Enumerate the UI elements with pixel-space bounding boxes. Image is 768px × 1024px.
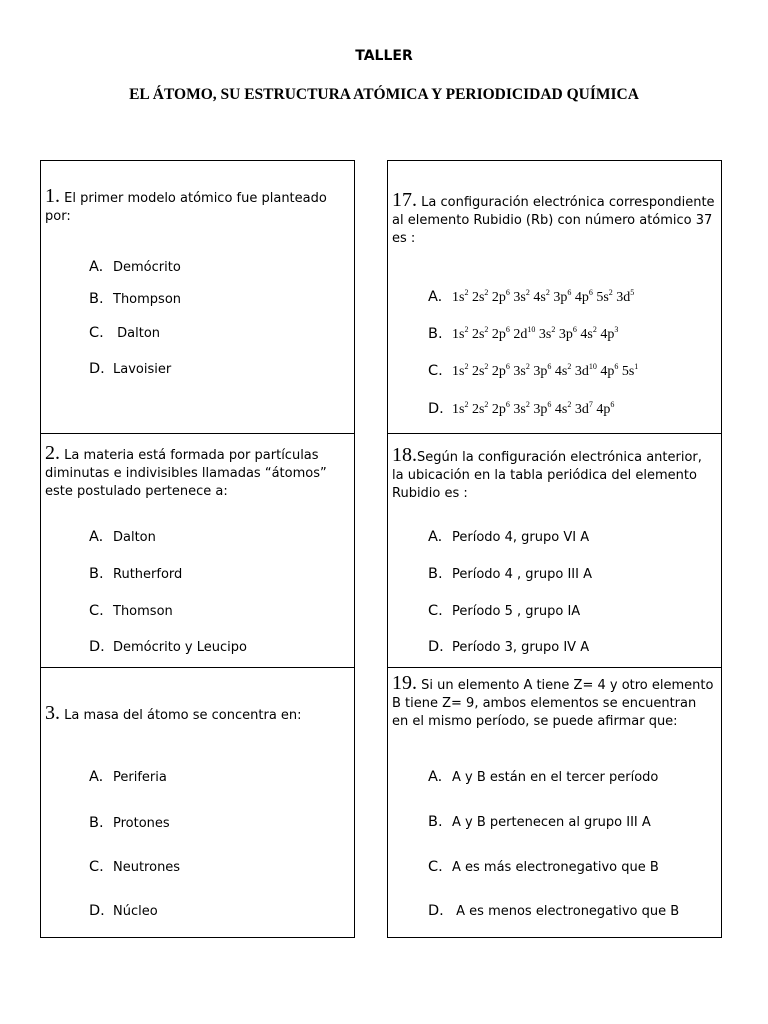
- option-letter: B.: [428, 814, 443, 830]
- orbital-term: [452, 364, 468, 379]
- electron-count: 2: [545, 288, 550, 297]
- orbital-label: 3p: [533, 364, 548, 379]
- orbital-label: 4s: [554, 364, 568, 379]
- option-c[interactable]: [428, 363, 638, 380]
- orbital-label: 3s: [513, 402, 526, 417]
- orbital-label: 3p: [553, 290, 568, 305]
- orbital-term: [472, 364, 488, 379]
- option-c[interactable]: [89, 859, 180, 875]
- orbital-term: [533, 364, 551, 379]
- question-number: 2.: [45, 442, 60, 464]
- orbital-term: [600, 327, 618, 342]
- orbital-label: 1s: [452, 402, 465, 417]
- orbital-label: 2s: [471, 327, 485, 342]
- orbital-label: 4s: [554, 402, 568, 417]
- option-text: Período 5 , grupo IA: [452, 604, 581, 619]
- orbital-label: 2s: [471, 364, 485, 379]
- orbital-label: 2s: [471, 290, 485, 305]
- orbital-term: [513, 402, 529, 417]
- question-2: [41, 434, 354, 668]
- option-a[interactable]: [89, 529, 156, 545]
- option-text: Dalton: [113, 530, 156, 545]
- orbital-term: [559, 327, 577, 342]
- orbital-label: 4p: [600, 327, 615, 342]
- option-letter: C.: [428, 603, 443, 619]
- electron-count: 2: [464, 288, 469, 297]
- question-text: Si un elemento A tiene Z= 4 y otro elemento B tiene Z= 9, ambos elementos se encuentran en el mismo período, se puede afirmar que:: [392, 678, 714, 729]
- option-letter: A.: [89, 769, 104, 785]
- option-d[interactable]: [428, 401, 614, 418]
- option-b[interactable]: [428, 566, 592, 582]
- question-stem: [45, 444, 348, 501]
- orbital-label: 1s: [452, 327, 465, 342]
- electron-count: 2: [464, 362, 469, 371]
- option-text: Dalton: [117, 326, 161, 341]
- electron-count: 2: [525, 288, 530, 297]
- electron-count: 6: [572, 325, 577, 334]
- question-18: [388, 434, 721, 668]
- question-number: 17.: [392, 189, 417, 211]
- question-19: [388, 668, 721, 937]
- option-d[interactable]: [89, 639, 247, 655]
- option-letter: A.: [89, 529, 104, 545]
- electron-configuration: [452, 402, 614, 417]
- orbital-term: [452, 290, 468, 305]
- option-letter: B.: [89, 291, 104, 307]
- option-letter: D.: [428, 639, 444, 655]
- option-a[interactable]: [428, 529, 589, 545]
- question-17: [388, 161, 721, 434]
- option-letter: C.: [89, 603, 104, 619]
- option-text: Período 3, grupo IV A: [452, 640, 590, 655]
- electron-count: 6: [505, 288, 510, 297]
- question-text: La configuración electrónica correspondiente al elemento Rubidio (Rb) con número atómico 37 es :: [392, 195, 715, 246]
- orbital-label: 4s: [533, 290, 546, 305]
- orbital-label: 2d: [513, 327, 528, 342]
- orbital-label: 4p: [574, 290, 589, 305]
- orbital-label: 2s: [471, 402, 485, 417]
- electron-count: 10: [588, 362, 597, 371]
- option-text: Período 4 , grupo III A: [452, 567, 592, 582]
- electron-count: 6: [567, 288, 572, 297]
- option-text: Demócrito: [113, 260, 181, 275]
- orbital-label: 5s: [621, 364, 635, 379]
- electron-count: 2: [525, 400, 530, 409]
- option-text: A y B pertenecen al grupo III A: [452, 815, 651, 830]
- question-stem: [392, 446, 715, 503]
- option-a[interactable]: [428, 289, 634, 306]
- orbital-term: [472, 402, 488, 417]
- page-title: TALLER: [355, 48, 413, 64]
- orbital-term: [472, 327, 488, 342]
- orbital-label: 3d: [574, 402, 589, 417]
- option-c[interactable]: [428, 859, 659, 875]
- option-letter: A.: [428, 289, 443, 305]
- electron-configuration: [452, 290, 634, 305]
- orbital-label: 1s: [452, 364, 465, 379]
- option-letter: A.: [89, 259, 104, 275]
- orbital-term: [492, 402, 510, 417]
- question-stem: [45, 187, 348, 226]
- option-text: Demócrito y Leucipo: [113, 640, 247, 655]
- electron-count: 6: [614, 362, 619, 371]
- orbital-term: [596, 402, 614, 417]
- electron-count: 2: [592, 325, 597, 334]
- option-letter: B.: [89, 815, 104, 831]
- electron-count: 2: [484, 400, 489, 409]
- left-question-column: [40, 160, 355, 938]
- orbital-label: 2p: [491, 327, 506, 342]
- electron-count: 10: [527, 325, 536, 334]
- question-stem: [392, 674, 715, 731]
- option-b[interactable]: [428, 814, 651, 830]
- option-text: Thomson: [113, 604, 173, 619]
- electron-count: 2: [567, 362, 572, 371]
- question-text: El primer modelo atómico fue planteado por:: [45, 191, 327, 224]
- option-letter: C.: [428, 859, 443, 875]
- electron-count: 6: [547, 400, 552, 409]
- electron-count: 6: [547, 362, 552, 371]
- option-letter: D.: [428, 401, 444, 417]
- question-number: 19.: [392, 672, 417, 694]
- orbital-label: 1s: [452, 290, 465, 305]
- electron-count: 2: [608, 288, 613, 297]
- electron-count: 2: [567, 400, 572, 409]
- option-letter: B.: [89, 566, 104, 582]
- option-letter: D.: [89, 361, 105, 377]
- orbital-label: 3s: [538, 327, 552, 342]
- orbital-label: 2p: [491, 402, 506, 417]
- orbital-label: 3p: [558, 327, 573, 342]
- option-b[interactable]: [428, 326, 618, 343]
- orbital-term: [533, 290, 549, 305]
- electron-count: 2: [464, 325, 469, 334]
- option-letter: D.: [428, 903, 444, 919]
- orbital-label: 4s: [580, 327, 593, 342]
- option-text: Protones: [113, 816, 170, 831]
- orbital-term: [539, 327, 555, 342]
- question-stem: [45, 704, 348, 725]
- orbital-label: 2p: [491, 364, 506, 379]
- question-number: 1.: [45, 185, 60, 207]
- orbital-term: [492, 364, 510, 379]
- orbital-label: 5s: [596, 290, 609, 305]
- option-text: A es más electronegativo que B: [452, 860, 659, 875]
- orbital-label: 3d: [574, 364, 589, 379]
- question-text: Según la configuración electrónica anterior, la ubicación en la tabla periódica del elemento Rubidio es :: [392, 450, 702, 501]
- page-subtitle: EL ÁTOMO, SU ESTRUCTURA ATÓMICA Y PERIODICIDAD QUÍMICA: [129, 86, 639, 103]
- electron-count: 7: [588, 400, 593, 409]
- orbital-term: [600, 364, 618, 379]
- option-text: A y B están en el tercer período: [452, 770, 659, 785]
- option-letter: C.: [89, 325, 104, 341]
- orbital-term: [513, 364, 529, 379]
- option-text: Periferia: [113, 770, 167, 785]
- orbital-label: 3p: [533, 402, 548, 417]
- orbital-term: [575, 402, 593, 417]
- question-text: La materia está formada por partículas diminutas e indivisibles llamadas “átomos” este postulado pertenece a:: [45, 448, 327, 499]
- option-a[interactable]: [89, 769, 167, 785]
- option-text: Rutherford: [113, 567, 183, 582]
- option-text: Período 4, grupo VI A: [452, 530, 590, 545]
- orbital-term: [555, 364, 571, 379]
- electron-count: 2: [484, 288, 489, 297]
- electron-count: 1: [634, 362, 639, 371]
- option-d[interactable]: [428, 639, 589, 655]
- option-text: Neutrones: [113, 860, 181, 875]
- orbital-term: [492, 290, 510, 305]
- question-3: [41, 668, 354, 937]
- orbital-term: [616, 290, 634, 305]
- orbital-term: [452, 402, 468, 417]
- electron-count: 6: [610, 400, 615, 409]
- option-text: Núcleo: [113, 904, 158, 919]
- orbital-label: 3d: [616, 290, 631, 305]
- option-b[interactable]: [89, 291, 181, 307]
- orbital-term: [553, 290, 571, 305]
- question-number: 18.: [392, 444, 417, 466]
- option-letter: C.: [428, 363, 443, 379]
- option-letter: B.: [428, 566, 443, 582]
- option-letter: A.: [428, 769, 443, 785]
- option-b[interactable]: [89, 566, 182, 582]
- option-letter: B.: [428, 326, 443, 342]
- electron-count: 6: [588, 288, 593, 297]
- electron-count: 2: [484, 362, 489, 371]
- orbital-term: [492, 327, 510, 342]
- electron-configuration: [452, 364, 638, 379]
- option-letter: D.: [89, 903, 105, 919]
- option-c[interactable]: [428, 603, 580, 619]
- electron-count: 2: [484, 325, 489, 334]
- orbital-term: [513, 290, 529, 305]
- electron-count: 6: [505, 362, 510, 371]
- question-stem: [392, 191, 715, 248]
- option-text: A es menos electronegativo que B: [456, 904, 680, 919]
- option-c[interactable]: [89, 603, 173, 619]
- orbital-term: [596, 290, 612, 305]
- electron-count: 3: [614, 325, 619, 334]
- option-c[interactable]: [89, 325, 160, 341]
- orbital-term: [533, 402, 551, 417]
- electron-count: 5: [630, 288, 635, 297]
- option-d[interactable]: [89, 361, 171, 377]
- orbital-label: 3s: [513, 290, 526, 305]
- orbital-label: 4p: [600, 364, 615, 379]
- orbital-term: [580, 327, 596, 342]
- orbital-term: [575, 364, 597, 379]
- option-text: Thompson: [113, 292, 182, 307]
- option-b[interactable]: [89, 815, 170, 831]
- orbital-term: [622, 364, 638, 379]
- electron-count: 2: [464, 400, 469, 409]
- option-a[interactable]: [89, 259, 181, 275]
- electron-count: 6: [505, 400, 510, 409]
- question-text: La masa del átomo se concentra en:: [64, 708, 302, 723]
- orbital-term: [472, 290, 488, 305]
- right-question-column: [387, 160, 722, 938]
- option-letter: A.: [428, 529, 443, 545]
- orbital-label: 4p: [596, 402, 611, 417]
- question-1: [41, 161, 354, 434]
- orbital-term: [452, 327, 468, 342]
- option-d[interactable]: [428, 903, 679, 919]
- option-text: Lavoisier: [113, 362, 172, 377]
- electron-configuration: [452, 327, 618, 342]
- option-letter: C.: [89, 859, 104, 875]
- electron-count: 2: [525, 362, 530, 371]
- orbital-term: [555, 402, 571, 417]
- orbital-label: 3s: [513, 364, 526, 379]
- option-letter: D.: [89, 639, 105, 655]
- orbital-term: [575, 290, 593, 305]
- option-d[interactable]: [89, 903, 158, 919]
- electron-count: 6: [505, 325, 510, 334]
- question-number: 3.: [45, 702, 60, 724]
- orbital-label: 2p: [491, 290, 506, 305]
- electron-count: 2: [551, 325, 556, 334]
- option-a[interactable]: [428, 769, 658, 785]
- orbital-term: [513, 327, 535, 342]
